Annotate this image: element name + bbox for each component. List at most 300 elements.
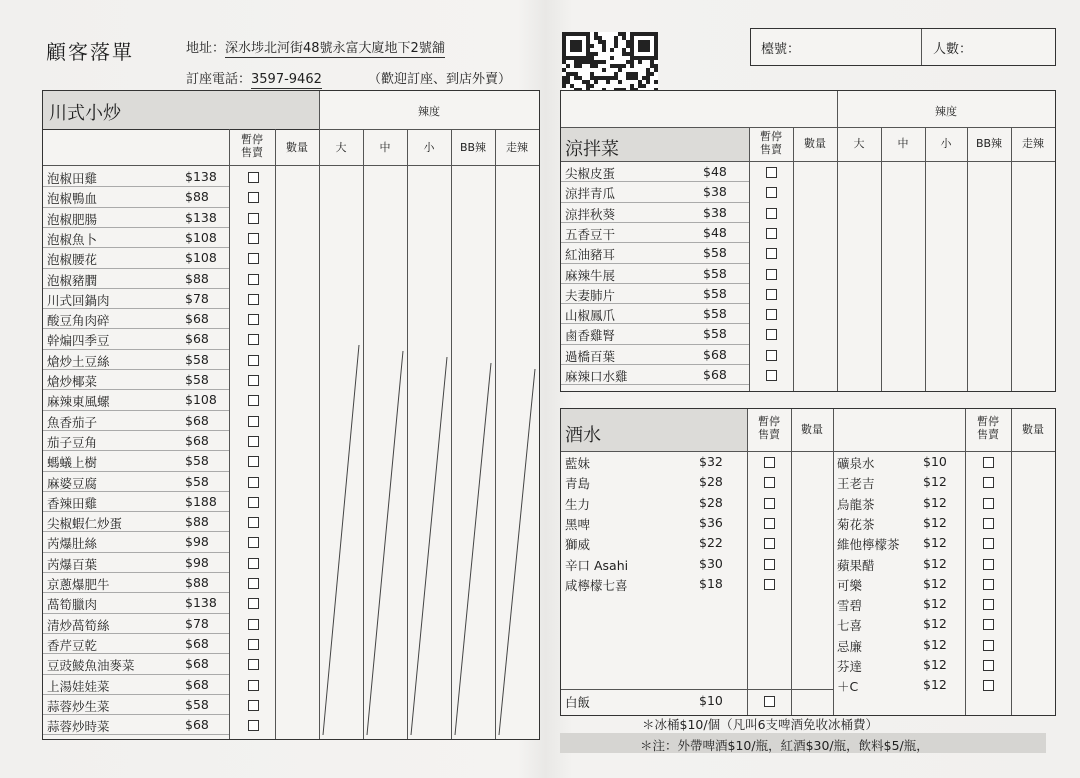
drink-name: 辛口 Asahi: [565, 557, 629, 573]
drink-name: 礦泉水: [837, 456, 875, 471]
quantity-column-header: 數量: [804, 137, 826, 150]
dish-name: 鹵香雞腎: [565, 328, 616, 344]
drink-price: $12: [923, 514, 947, 530]
order-info-box: [750, 28, 1056, 66]
drink-name: 忌廉: [837, 638, 863, 654]
divider: [1011, 409, 1012, 715]
dish-name: 蒜蓉炒時菜: [47, 719, 110, 735]
dish-name: 芮爆肚絲: [47, 536, 98, 552]
suspend-checkbox[interactable]: [248, 720, 259, 731]
qr-module: [602, 68, 606, 72]
divider: [967, 127, 968, 391]
qr-module: [614, 44, 618, 48]
menu-item-row: [43, 492, 229, 512]
suspend-checkbox[interactable]: [248, 517, 259, 528]
dish-name: 熗炒椰菜: [47, 374, 98, 389]
dish-price: $88: [185, 189, 209, 205]
menu-item-row: [43, 532, 229, 552]
suspend-checkbox[interactable]: [983, 660, 994, 671]
drinks-title: 酒水: [565, 425, 601, 446]
divider: [561, 689, 833, 690]
divider: [229, 129, 230, 739]
drink-row: [833, 594, 965, 614]
dish-name: 五香豆干: [565, 226, 616, 242]
menu-item-row: [561, 304, 749, 324]
spicy-level-header: BB辣: [975, 137, 1003, 150]
dish-name: 麻辣東風螺: [47, 394, 110, 410]
address-value: 深水埗北河街48號永富大廈地下2號舖: [225, 41, 445, 56]
dish-price: $78: [185, 615, 209, 631]
suspend-checkbox[interactable]: [248, 395, 259, 406]
menu-item-row: [43, 451, 229, 471]
drink-row: [833, 614, 965, 634]
phone: [186, 68, 322, 87]
suspend-checkbox[interactable]: [248, 537, 259, 548]
suspend-checkbox[interactable]: [248, 619, 259, 630]
suspend-checkbox[interactable]: [983, 457, 994, 468]
drink-row: [561, 493, 747, 513]
qr-module: [618, 68, 622, 72]
menu-item-row: [43, 573, 229, 593]
menu-item-row: [43, 309, 229, 329]
drink-price: $28: [699, 494, 723, 510]
suspend-checkbox[interactable]: [766, 370, 777, 381]
dish-price: $58: [185, 696, 209, 712]
suspend-checkbox[interactable]: [766, 248, 777, 259]
dish-name: 涼拌秋葵: [565, 206, 616, 222]
dish-price: $138: [185, 595, 217, 611]
drink-row: [561, 452, 747, 472]
drink-price: $12: [923, 535, 947, 551]
suspend-column-header: 暫停 售賣: [241, 133, 263, 159]
dish-name: 酸豆角肉碎: [47, 313, 110, 329]
drink-name: ＋C: [837, 679, 859, 695]
drink-name: 藍妹: [565, 456, 591, 471]
drink-price: $12: [923, 657, 947, 672]
menu-item-row: [43, 593, 229, 613]
suspend-checkbox[interactable]: [766, 228, 777, 239]
spicy-level-header: 中: [897, 137, 909, 150]
dish-price: $98: [185, 554, 209, 570]
dish-name: 麻辣牛展: [565, 267, 616, 283]
qr-module: [610, 48, 614, 52]
qr-module: [594, 64, 598, 68]
menu-item-row: [43, 411, 229, 431]
suspend-checkbox[interactable]: [983, 579, 994, 590]
suspend-checkbox[interactable]: [764, 696, 775, 707]
quantity-column-header: 數量: [1022, 423, 1044, 436]
suspend-checkbox[interactable]: [248, 578, 259, 589]
suspend-checkbox[interactable]: [248, 659, 259, 670]
suspend-checkbox[interactable]: [248, 334, 259, 345]
suspend-checkbox[interactable]: [766, 167, 777, 178]
dish-name: 麻婆豆腐: [47, 475, 98, 491]
suspend-column-header: 暫停 售賣: [758, 415, 780, 441]
suspend-checkbox[interactable]: [983, 477, 994, 488]
qr-finder-core: [638, 40, 650, 52]
suspend-checkbox[interactable]: [248, 355, 259, 366]
spicy-level-header: 走辣: [506, 141, 528, 154]
spicy-title: 辣度: [935, 105, 957, 118]
people-count-label: 人數：: [933, 42, 973, 57]
drink-row: [833, 513, 965, 533]
cold-dish-table: [560, 90, 1056, 392]
dish-name: 泡椒豬膶: [47, 272, 98, 288]
drink-name: 雪碧: [837, 598, 863, 614]
suspend-checkbox[interactable]: [766, 350, 777, 361]
dish-price: $68: [185, 676, 209, 692]
spicy-level-header: 大: [853, 137, 865, 150]
menu-item-row: [561, 284, 749, 304]
suspend-checkbox[interactable]: [764, 538, 775, 549]
dish-name: 茄子豆角: [47, 434, 98, 450]
suspend-checkbox[interactable]: [248, 436, 259, 447]
drink-name: 蘋果醋: [837, 557, 875, 573]
dish-name: 萵筍臘肉: [47, 597, 98, 613]
dish-price: $58: [185, 372, 209, 387]
drink-row: [561, 472, 747, 492]
drink-price: $22: [699, 535, 723, 551]
suspend-checkbox[interactable]: [764, 579, 775, 590]
drink-row: [561, 533, 747, 553]
menu-item-row: [43, 370, 229, 390]
table-number-label: 檯號：: [761, 42, 801, 57]
ice-bucket-note: ＊冰桶$10/個（凡叫6支啤酒免收冰桶費）: [642, 717, 879, 732]
suspend-checkbox[interactable]: [248, 375, 259, 386]
qr-module: [642, 84, 646, 88]
qr-module: [594, 52, 598, 56]
suspend-checkbox[interactable]: [766, 269, 777, 280]
qr-finder-core: [570, 40, 582, 52]
menu-item-row: [43, 695, 229, 715]
divider: [965, 409, 966, 715]
divider: [925, 127, 926, 391]
quantity-column-header: 數量: [286, 141, 308, 154]
dish-name: 尖椒蝦仁炒蛋: [47, 516, 123, 532]
menu-item-row: [43, 228, 229, 248]
qr-module: [566, 64, 570, 68]
suspend-checkbox[interactable]: [248, 558, 259, 569]
strike-line: [499, 369, 535, 735]
dish-price: $68: [185, 311, 209, 327]
suspend-checkbox[interactable]: [764, 477, 775, 488]
menu-item-row: [43, 289, 229, 309]
drink-row: [833, 635, 965, 655]
spicy-level-header: 大: [335, 141, 347, 154]
menu-item-row: [561, 324, 749, 344]
drink-name: 王老吉: [837, 476, 875, 492]
dish-name: 涼拌青瓜: [565, 186, 616, 202]
drink-price: $12: [923, 555, 947, 571]
menu-item-row: [43, 553, 229, 573]
menu-item-row: [43, 350, 229, 370]
menu-item-row: [43, 167, 229, 187]
strike-line: [411, 357, 447, 735]
suspend-checkbox[interactable]: [764, 518, 775, 529]
drink-row: [833, 655, 965, 675]
dish-price: $58: [703, 306, 727, 322]
dish-price: $68: [185, 656, 209, 672]
address: [186, 37, 445, 56]
dish-price: $58: [703, 245, 727, 261]
suspend-checkbox[interactable]: [983, 498, 994, 509]
suspend-column-header: 暫停 售賣: [760, 130, 782, 156]
cold-title: 涼拌菜: [565, 139, 619, 160]
menu-item-row: [43, 675, 229, 695]
suspend-checkbox[interactable]: [248, 416, 259, 427]
drink-name: 生力: [565, 496, 591, 512]
qr-module: [622, 64, 626, 68]
suspend-checkbox[interactable]: [766, 289, 777, 300]
takeaway-note: （歡迎訂座、到店外賣）: [368, 72, 512, 87]
suspend-checkbox[interactable]: [983, 538, 994, 549]
dish-price: $68: [185, 717, 209, 733]
dish-price: $38: [703, 204, 727, 220]
suspend-checkbox[interactable]: [983, 599, 994, 610]
menu-item-row: [43, 269, 229, 289]
drinks-table: [560, 408, 1056, 716]
divider: [561, 127, 837, 128]
dish-name: 幹煸四季豆: [47, 333, 110, 349]
dish-price: $68: [185, 635, 209, 651]
dish-price: $78: [185, 290, 209, 306]
suspend-checkbox[interactable]: [248, 456, 259, 467]
qr-module: [562, 84, 566, 88]
dish-name: 蒜蓉炒生菜: [47, 698, 110, 714]
dish-price: $38: [703, 184, 727, 200]
spicy-level-header: 走辣: [1022, 137, 1044, 150]
menu-item-row: [561, 162, 749, 182]
dish-name: 豆豉鯪魚油麥菜: [47, 658, 135, 674]
suspend-checkbox[interactable]: [766, 309, 777, 320]
drink-row: [833, 472, 965, 492]
dish-price: $88: [185, 575, 209, 590]
dish-price: $108: [185, 392, 217, 408]
dish-price: $88: [185, 270, 209, 286]
suspend-checkbox[interactable]: [764, 498, 775, 509]
dish-price: $68: [185, 412, 209, 428]
suspend-checkbox[interactable]: [248, 700, 259, 711]
divider: [881, 127, 882, 391]
suspend-checkbox[interactable]: [983, 640, 994, 651]
suspend-checkbox[interactable]: [248, 314, 259, 325]
dish-name: 過橋百葉: [565, 348, 616, 364]
suspend-checkbox[interactable]: [248, 274, 259, 285]
drink-name: 維他檸檬茶: [837, 537, 900, 553]
menu-item-row: [43, 614, 229, 634]
menu-item-row: [43, 248, 229, 268]
suspend-checkbox[interactable]: [983, 619, 994, 630]
menu-item-row: [561, 203, 749, 223]
dish-price: $68: [703, 346, 727, 362]
dish-price: $58: [703, 326, 727, 342]
qr-module: [594, 80, 598, 84]
drink-name: 芬達: [837, 659, 863, 674]
dish-price: $48: [703, 164, 727, 179]
qr-module: [602, 48, 606, 52]
qr-module: [654, 68, 658, 72]
menu-item-row: [43, 512, 229, 532]
spicy-level-header: 中: [379, 141, 391, 154]
menu-item-row: [43, 654, 229, 674]
drink-name: 可樂: [837, 577, 863, 593]
spicy-title: 辣度: [418, 105, 440, 118]
suspend-checkbox[interactable]: [248, 680, 259, 691]
drink-price: $12: [923, 575, 947, 591]
drink-name: 七喜: [837, 618, 863, 634]
drink-price: $12: [923, 636, 947, 652]
drink-price: $12: [923, 474, 947, 490]
qr-module: [602, 60, 606, 64]
menu-item-row: [43, 390, 229, 410]
rice-row: [561, 691, 747, 711]
strike-line: [323, 345, 359, 735]
drink-price: $28: [699, 474, 723, 490]
dish-name: 川式回鍋肉: [47, 292, 110, 308]
dish-name: 泡椒魚卜: [47, 231, 98, 247]
dish-name: 泡椒鴨血: [47, 191, 98, 207]
dish-price: $58: [185, 453, 209, 469]
strike-line: [367, 351, 403, 735]
dish-name: 泡椒田雞: [47, 171, 98, 186]
suspend-checkbox[interactable]: [983, 680, 994, 691]
menu-item-row: [561, 223, 749, 243]
drink-price: $10: [923, 454, 947, 469]
phone-value: 3597-9462: [251, 72, 322, 87]
drink-name: 青島: [565, 476, 591, 492]
qr-module: [646, 80, 650, 84]
row-divider: [43, 734, 229, 735]
qr-module: [650, 72, 654, 76]
suspend-column-header: 暫停 售賣: [977, 415, 999, 441]
rice-price: $10: [699, 693, 723, 708]
suspend-checkbox[interactable]: [248, 213, 259, 224]
drink-name: 烏龍茶: [837, 496, 875, 512]
menu-item-row: [561, 264, 749, 284]
menu-item-row: [43, 208, 229, 228]
divider: [749, 127, 750, 391]
qr-module: [638, 60, 642, 64]
menu-item-row: [43, 431, 229, 451]
divider: [837, 127, 1055, 128]
divider: [1011, 127, 1012, 391]
suspend-checkbox[interactable]: [248, 639, 259, 650]
corkage-note: ＊注：外帶啤酒$10/瓶，紅酒$30/瓶，飲料$5/瓶，: [640, 738, 929, 753]
dish-price: $138: [185, 169, 217, 184]
dish-price: $58: [185, 473, 209, 489]
drink-price: $12: [923, 616, 947, 632]
spicy-level-header: BB辣: [459, 141, 487, 154]
dish-name: 清炒萵筍絲: [47, 617, 110, 633]
drink-row: [833, 574, 965, 594]
suspend-checkbox[interactable]: [248, 477, 259, 488]
dish-name: 芮爆百葉: [47, 556, 98, 572]
suspend-checkbox[interactable]: [248, 233, 259, 244]
drink-price: $12: [923, 677, 947, 693]
divider: [747, 409, 748, 715]
dish-price: $88: [185, 514, 209, 530]
dish-price: $48: [703, 224, 727, 240]
drink-name: 菊花茶: [837, 516, 875, 532]
divider: [793, 127, 794, 391]
dish-name: 麻辣口水雞: [565, 369, 628, 384]
qr-module: [610, 56, 614, 60]
menu-item-row: [561, 345, 749, 365]
qr-module: [654, 80, 658, 84]
dish-name: 熗炒土豆絲: [47, 353, 110, 369]
dish-name: 尖椒皮蛋: [565, 166, 616, 181]
suspend-checkbox[interactable]: [248, 497, 259, 508]
divider: [43, 165, 539, 166]
dish-price: $98: [185, 534, 209, 550]
suspend-checkbox[interactable]: [764, 457, 775, 468]
phone-label: 訂座電話：: [186, 72, 252, 87]
dish-name: 夫妻肺片: [565, 287, 616, 303]
suspend-checkbox[interactable]: [983, 559, 994, 570]
dish-price: $138: [185, 209, 217, 225]
drink-price: $18: [699, 575, 723, 591]
suspend-checkbox[interactable]: [248, 598, 259, 609]
drink-price: $32: [699, 454, 723, 469]
suspend-checkbox[interactable]: [248, 192, 259, 203]
suspend-checkbox[interactable]: [983, 518, 994, 529]
suspend-checkbox[interactable]: [766, 187, 777, 198]
menu-item-row: [43, 329, 229, 349]
suspend-checkbox[interactable]: [248, 253, 259, 264]
suspend-checkbox[interactable]: [248, 172, 259, 183]
qr-module: [590, 84, 594, 88]
dish-price: $108: [185, 229, 217, 245]
drink-price: $30: [699, 555, 723, 571]
drink-row: [833, 554, 965, 574]
suspend-checkbox[interactable]: [764, 559, 775, 570]
suspend-checkbox[interactable]: [248, 294, 259, 305]
qr-module: [618, 80, 622, 84]
drink-row: [561, 513, 747, 533]
spicy-level-header: 小: [423, 141, 435, 154]
suspend-checkbox[interactable]: [766, 208, 777, 219]
drink-row: [833, 452, 965, 472]
dish-name: 山椒鳳爪: [565, 308, 616, 324]
sichuan-title: 川式小炒: [49, 103, 121, 124]
page-title: 顧客落單: [46, 40, 134, 64]
dish-price: $188: [185, 493, 217, 509]
dish-price: $68: [185, 432, 209, 448]
dish-price: $58: [703, 265, 727, 281]
qr-module: [578, 64, 582, 68]
menu-item-row: [561, 243, 749, 263]
divider: [319, 129, 539, 130]
dish-name: 香辣田雞: [47, 495, 98, 511]
qr-module: [630, 64, 634, 68]
dish-name: 京蔥爆肥牛: [47, 577, 110, 592]
drink-name: 獅威: [565, 537, 591, 553]
quantity-column-header: 數量: [801, 423, 823, 436]
rice-name: 白飯: [565, 695, 591, 710]
qr-module: [590, 44, 594, 48]
menu-item-row: [561, 182, 749, 202]
dish-name: 紅油豬耳: [565, 247, 616, 263]
dish-price: $68: [703, 367, 727, 382]
dish-price: $108: [185, 250, 217, 266]
drink-name: 咸檸檬七喜: [565, 577, 628, 593]
spicy-strike-lines: [319, 339, 539, 739]
dish-name: 上湯娃娃菜: [47, 678, 110, 694]
drink-price: $12: [923, 596, 947, 612]
drink-row: [561, 574, 747, 594]
suspend-checkbox[interactable]: [766, 329, 777, 340]
dish-price: $68: [185, 331, 209, 347]
